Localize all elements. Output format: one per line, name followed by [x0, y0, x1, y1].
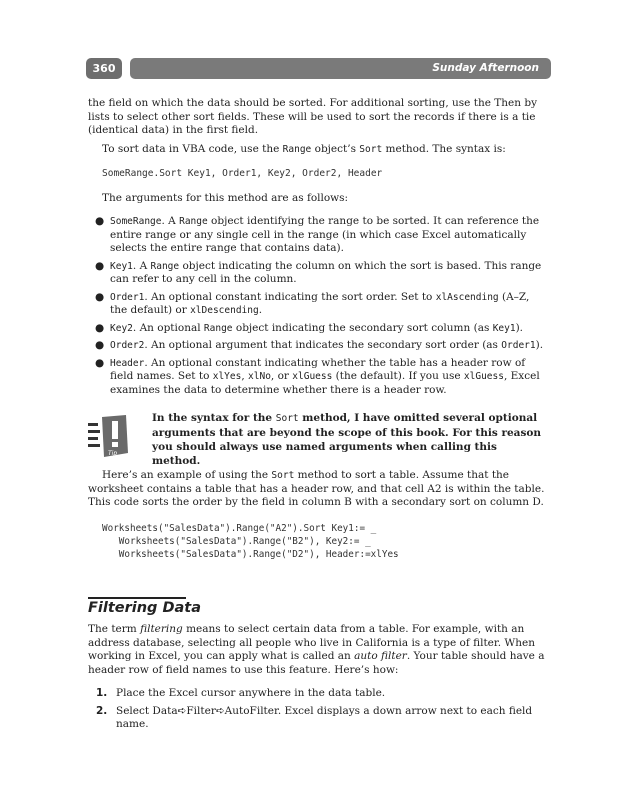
section-title: Filtering Data [88, 599, 202, 616]
menu-arrow-icon: ➪ [177, 704, 187, 717]
bullet-icon: ● [95, 259, 105, 272]
code-example [102, 522, 548, 561]
argument-item: ● Order2. An optional argument that indicates the secondary sort order (as Order1). [95, 339, 544, 351]
bullet-icon: ● [95, 290, 105, 303]
bullet-icon: ● [95, 321, 105, 334]
arguments-list [88, 215, 548, 397]
tip-text: In the syntax for the Sort method, I have omitted several optional arguments that are beyond the scope of this book. For this reason you should always use named arguments when calling this method. [152, 412, 542, 467]
step-item: 1. Place the Excel cursor anywhere in the data table. [96, 687, 386, 699]
page-header [86, 58, 551, 79]
bullet-icon: ● [95, 215, 105, 227]
argument-item: ● SomeRange. A Range object identifying the range to be sorted. It can reference the entire range or any single cell in the range (in which case Excel automatically selects the entire range that contains data). [95, 215, 540, 254]
code-line: Worksheets("SalesData").Range("A2").Sort Key1:= _ [102, 522, 377, 534]
syntax-line: SomeRange.Sort Key1, Order1, Key2, Order2, Header [102, 168, 383, 179]
steps-list [88, 687, 548, 732]
page-content [88, 97, 548, 736]
filtering-paragraph: The term filtering means to select certain data from a table. For example, with an address database, selecting all people who live in California is a type of filter. When working in Excel, you can apply what is called an auto filter. Your table should have a header row of field names to use this feature. Here’s how: [88, 623, 545, 676]
tip-box [88, 411, 548, 467]
intro-paragraph: the field on which the data should be sorted. For additional sorting, use the Then by lists to select other sort fields. These will be used to sort the records if there is a tie (identical data) in the first field. [88, 97, 537, 136]
code-line: Worksheets("SalesData").Range("D2"), Header:=xlYes [102, 548, 399, 560]
code-sort: Sort [359, 143, 383, 155]
tip-icon-label: Tip [108, 450, 118, 457]
bullet-icon: ● [95, 339, 105, 351]
example-paragraph: Here’s an example of using the Sort method to sort a table. Assume that the worksheet contains a table that has a header row, and that cell A2 is within the table. This code sorts the order by the field in column B with a secondary sort on column D. [88, 469, 545, 508]
menu-arrow-icon: ➪ [215, 704, 225, 717]
tip-icon [88, 413, 130, 461]
args-intro: The arguments for this method are as follows: [102, 191, 349, 204]
argument-item: ● Header. An optional constant indicating whether the table has a header row of field names. Set to xlYes, xlNo, or xlGuess (the default). If you use xlGuess, Excel examines the data to determine whether there is a header row. [95, 356, 540, 396]
code-line: Worksheets("SalesData").Range("B2"), Key2:= _ [102, 535, 371, 547]
argument-item: ● Order1. An optional constant indicating the sort order. Set to xlAscending (A–Z, the default) or xlDescending. [95, 290, 530, 316]
code-range: Range [282, 143, 312, 155]
bullet-icon: ● [95, 356, 105, 369]
argument-item: ● Key2. An optional Range object indicating the secondary sort column (as Key1). [95, 321, 524, 334]
argument-item: ● Key1. A Range object indicating the column on which the sort is based. This range can refer to any cell in the column. [95, 259, 542, 285]
running-title: Sunday Afternoon [130, 58, 551, 79]
sort-intro-paragraph: To sort data in VBA code, use the Range object’s Sort method. The syntax is: [102, 142, 506, 155]
page-number: 360 [86, 58, 122, 79]
step-item: 2. Select Data➪Filter➪AutoFilter. Excel displays a down arrow next to each field name. [96, 704, 533, 730]
section-rule [88, 597, 186, 599]
